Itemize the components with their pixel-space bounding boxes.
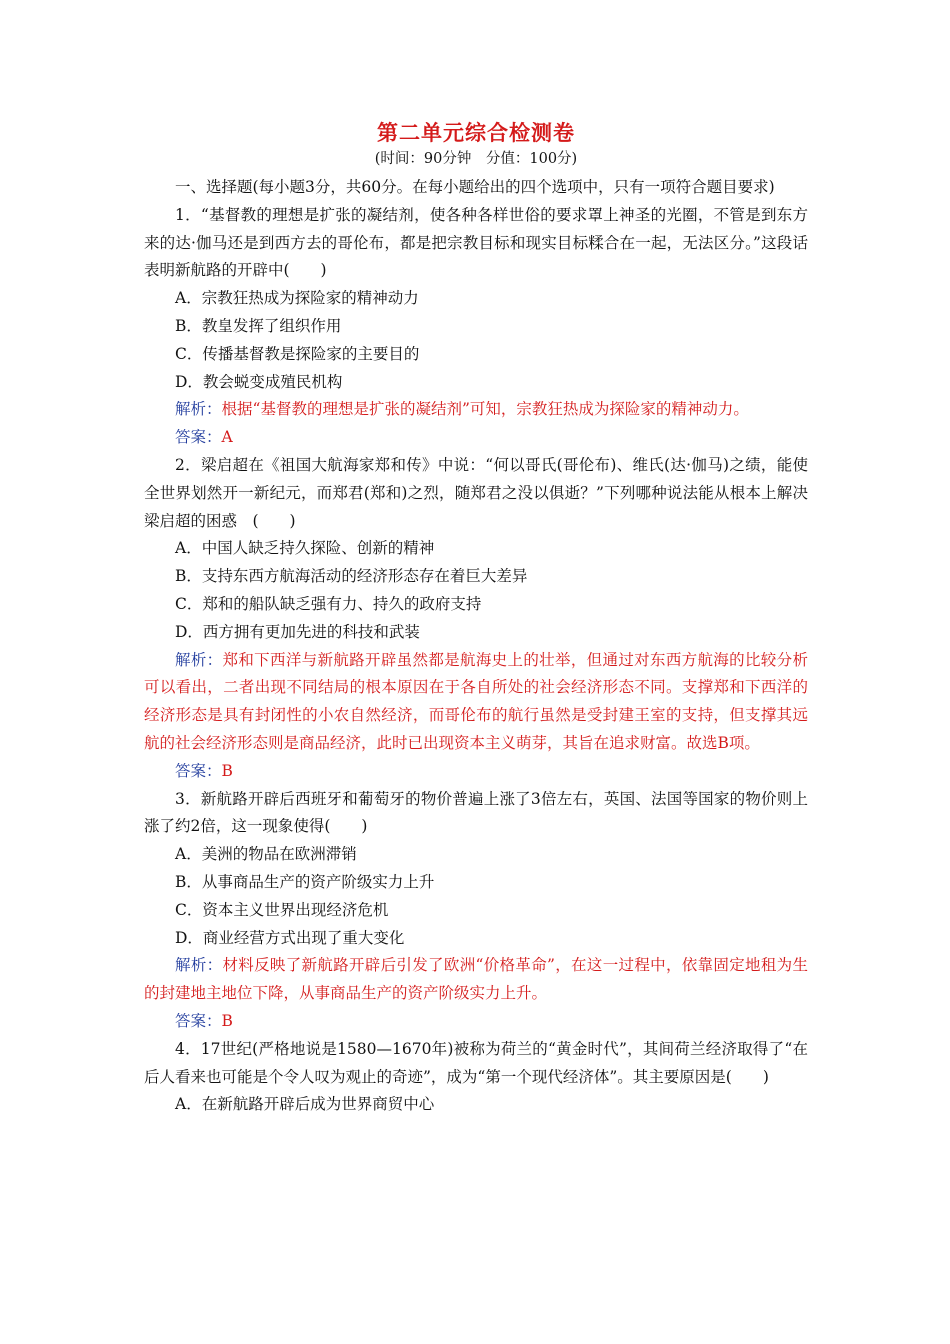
explanation-label: 解析：	[175, 400, 222, 419]
question-1	[144, 202, 808, 452]
question-3	[144, 786, 808, 1036]
page-title: 第二单元综合检测卷	[377, 120, 575, 145]
option-d: D．西方拥有更加先进的科技和武装	[175, 622, 420, 641]
answer-value: A	[221, 428, 233, 447]
option-a: A．在新航路开辟后成为世界商贸中心	[175, 1095, 435, 1114]
explanation-text: 根据“基督教的理想是扩张的凝结剂”可知，宗教狂热成为探险家的精神动力。	[221, 400, 749, 419]
explanation	[144, 647, 808, 758]
document-page	[144, 118, 808, 1119]
question-stem: 1．“基督教的理想是扩张的凝结剂，使各种各样世俗的要求罩上神圣的光圈，不管是到东方来的达·伽马还是到西方去的哥伦布，都是把宗教目标和现实目标糅合在一起，无法区分。”这段话表明新航路的开辟中( )	[144, 205, 808, 280]
explanation-label: 解析：	[175, 956, 223, 975]
option-d: D．教会蜕变成殖民机构	[175, 372, 343, 391]
question-stem: 2．梁启超在《祖国大航海家郑和传》中说：“何以哥氏(哥伦布)、维氏(达·伽马)之绩，能使全世界划然开一新纪元，而郑君(郑和)之烈，随郑君之没以俱逝？”下列哪种说法能从根本上解决梁启超的困惑 ( )	[144, 455, 808, 530]
option-b: B．支持东西方航海活动的经济形态存在着巨大差异	[175, 567, 528, 586]
exam-info: (时间：90分钟 分值：100分)	[374, 151, 578, 167]
answer-label: 答案：	[175, 1011, 222, 1030]
explanation	[144, 396, 808, 424]
answer-label: 答案：	[175, 428, 222, 447]
answer	[144, 1008, 808, 1036]
option-c: C．郑和的船队缺乏强有力、持久的政府支持	[175, 594, 482, 613]
option-d: D．商业经营方式出现了重大变化	[175, 928, 405, 947]
question-stem: 3．新航路开辟后西班牙和葡萄牙的物价普遍上涨了3倍左右，英国、法国等国家的物价则上涨了约2倍，这一现象使得( )	[144, 789, 808, 836]
option-c: C．资本主义世界出现经济危机	[175, 900, 389, 919]
question-2	[144, 452, 808, 786]
section-intro: 一、选择题(每小题3分，共60分。在每小题给出的四个选项中，只有一项符合题目要求)	[175, 178, 775, 196]
explanation-text: 郑和下西洋与新航路开辟虽然都是航海史上的壮举，但通过对东西方航海的比较分析可以看出，二者出现不同结局的根本原因在于各自所处的社会经济形态不同。支撑郑和下西洋的经济形态是具有封闭性的小农自然经济，而哥伦布的航行虽然是受封建王室的支持，但支撑其远航的社会经济形态则是商品经济，此时已出现资本主义萌芽，其旨在追求财富。故选B项。	[144, 650, 808, 752]
answer-label: 答案：	[175, 761, 222, 780]
option-c: C．传播基督教是探险家的主要目的	[175, 344, 420, 363]
option-a: A．中国人缺乏持久探险、创新的精神	[175, 539, 435, 558]
option-a: A．美洲的物品在欧洲滞销	[175, 845, 357, 864]
option-b: B．从事商品生产的资产阶级实力上升	[175, 872, 435, 891]
explanation-text: 材料反映了新航路开辟后引发了欧洲“价格革命”，在这一过程中，依靠固定地租为生的封建地主地位下降，从事商品生产的资产阶级实力上升。	[144, 956, 808, 1003]
explanation-label: 解析：	[175, 650, 223, 669]
answer	[144, 424, 808, 452]
answer-value: B	[221, 761, 233, 780]
answer	[144, 758, 808, 786]
question-stem: 4．17世纪(严格地说是1580—1670年)被称为荷兰的“黄金时代”，其间荷兰经济取得了“在后人看来也可能是个令人叹为观止的奇迹”，成为“第一个现代经济体”。其主要原因是( )	[144, 1039, 808, 1086]
explanation	[144, 952, 808, 1008]
option-a: A．宗教狂热成为探险家的精神动力	[175, 289, 419, 308]
question-4	[144, 1036, 808, 1119]
answer-value: B	[221, 1011, 233, 1030]
option-b: B．教皇发挥了组织作用	[175, 316, 342, 335]
